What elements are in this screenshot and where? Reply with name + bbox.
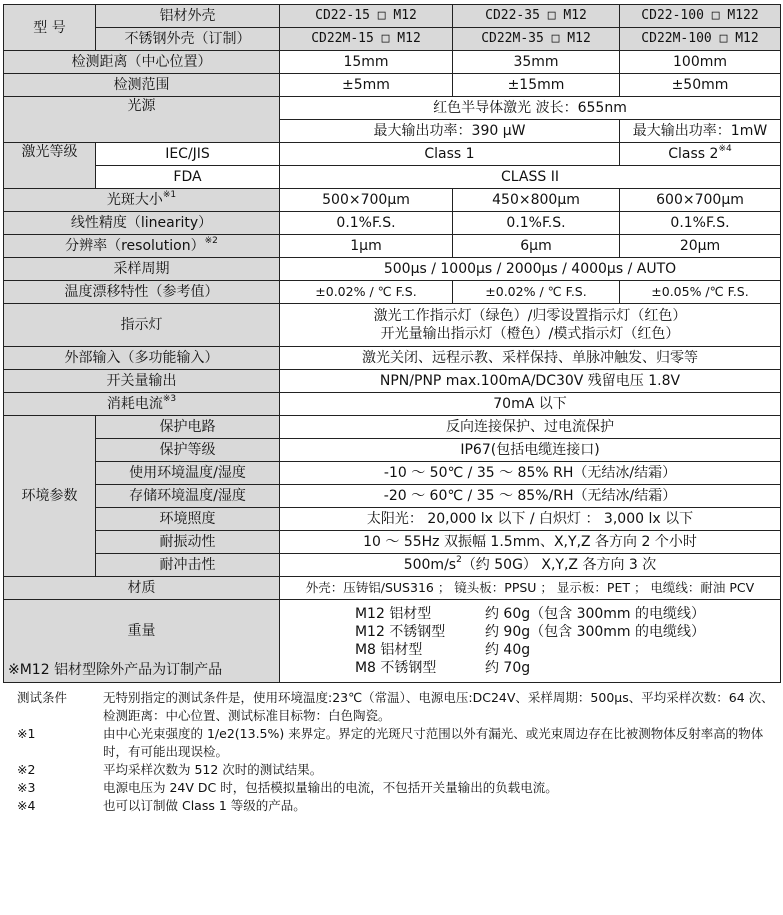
current-label: 消耗电流 <box>106 396 163 412</box>
note-text: 平均采样次数为 512 次时的测试结果。 <box>103 762 323 777</box>
weight-type: M12 铝材型 <box>354 606 432 622</box>
distance-100: 100mm <box>620 51 781 74</box>
light-label: 光源 <box>4 97 280 143</box>
steel-label: 不锈钢外壳（订制） <box>96 28 280 51</box>
env-item-label: 使用环境温度/湿度 <box>96 462 280 485</box>
current-value: 70mA 以下 <box>280 393 781 416</box>
env-item-value <box>280 554 781 577</box>
env-item-value: -10 ～ 50℃ / 35 ～ 85% RH（无结冰/结霜） <box>280 462 781 485</box>
env-item-value: 反向连接保护、过电流保护 <box>280 416 781 439</box>
weight-value: 约 90g（包含 300mm 的电缆线） <box>484 624 706 640</box>
weight-label-cell <box>4 600 280 683</box>
linearity-100: 0.1%F.S. <box>620 212 781 235</box>
linearity-label: 线性精度（linearity） <box>4 212 280 235</box>
power-b: 最大输出功率：1mW <box>620 120 781 143</box>
note-key: ※2 <box>17 762 36 777</box>
spot-100: 600×700μm <box>620 189 781 212</box>
note-item <box>3 689 780 725</box>
fda-label: FDA <box>96 166 280 189</box>
sampling-label: 采样周期 <box>4 258 280 281</box>
temp-drift-label: 温度漂移特性（参考值） <box>4 281 280 304</box>
range-35: ±15mm <box>453 74 620 97</box>
switch-out-value: NPN/PNP max.100mA/DC30V 残留电压 1.8V <box>280 370 781 393</box>
note-item <box>3 761 780 779</box>
iec-label: IEC/JIS <box>96 143 280 166</box>
weight-value: 约 60g（包含 300mm 的电缆线） <box>484 606 706 622</box>
weight-value: 约 70g <box>484 660 531 676</box>
iec-class-b <box>620 143 781 166</box>
aluminum-label: 铝材外壳 <box>96 5 280 28</box>
shock-value-sup: 2 <box>456 555 462 565</box>
note-item <box>3 797 780 815</box>
indicator-label: 指示灯 <box>4 304 280 347</box>
model-al-15: CD22-15 □ M12 <box>280 5 453 28</box>
resolution-35: 6μm <box>453 235 620 258</box>
weight-values <box>280 600 781 683</box>
weight-type: M8 不锈钢型 <box>354 660 437 676</box>
linearity-15: 0.1%F.S. <box>280 212 453 235</box>
spot-35: 450×800μm <box>453 189 620 212</box>
fda-value: CLASS II <box>280 166 781 189</box>
indicator-line1: 激光工作指示灯（绿色）/归零设置指示灯（红色） <box>373 308 687 324</box>
model-al-35: CD22-35 □ M12 <box>453 5 620 28</box>
switch-out-label: 开关量输出 <box>4 370 280 393</box>
weight-value: 约 40g <box>484 642 531 658</box>
weight-item <box>355 641 705 659</box>
note1-mark: ※1 <box>162 190 177 200</box>
note-key: ※4 <box>17 798 36 813</box>
current-label-cell <box>4 393 280 416</box>
resolution-100: 20μm <box>620 235 781 258</box>
weight-footnote: ※M12 铝材型除外产品为订制产品 <box>8 662 223 678</box>
env-item-value: 10 ～ 55Hz 双振幅 1.5mm、X,Y,Z 各方向 2 个小时 <box>280 531 781 554</box>
weight-item <box>355 623 705 641</box>
weight-item <box>355 659 705 677</box>
env-item-value: IP67(包括电缆连接口) <box>280 439 781 462</box>
model-st-15: CD22M-15 □ M12 <box>280 28 453 51</box>
note-text: 无特别指定的测试条件是，使用环境温度:23℃（常温）、电源电压:DC24V、采样周期：500μs、平均采样次数：64 次、检测距离：中心位置、测试标准目标物：白色陶瓷。 <box>103 690 774 723</box>
sampling-value: 500μs / 1000μs / 2000μs / 4000μs / AUTO <box>280 258 781 281</box>
weight-type: M8 铝材型 <box>354 642 423 658</box>
spot-15: 500×700μm <box>280 189 453 212</box>
weight-item <box>355 605 705 623</box>
iec-class-a: Class 1 <box>280 143 620 166</box>
env-item-value: -20 ～ 60℃ / 35 ～ 85%/RH（无结冰/结霜） <box>280 485 781 508</box>
resolution-15: 1μm <box>280 235 453 258</box>
spec-table <box>3 4 781 683</box>
env-item-label: 存储环境温度/湿度 <box>96 485 280 508</box>
shock-value-pre: 500m/s <box>403 557 457 573</box>
weight-label: 重量 <box>127 623 156 639</box>
model-st-35: CD22M-35 □ M12 <box>453 28 620 51</box>
resolution-label-cell <box>4 235 280 258</box>
linearity-35: 0.1%F.S. <box>453 212 620 235</box>
resolution-label: 分辨率（resolution） <box>65 238 205 254</box>
note-text: 由中心光束强度的 1/e2(13.5%) 来界定。界定的光斑尺寸范围以外有漏光、或光束周边存在比被测物体反射率高的物体时，有可能出现误检。 <box>103 726 764 759</box>
env-item-label: 耐冲击性 <box>96 554 280 577</box>
power-a: 最大输出功率：390 μW <box>280 120 620 143</box>
env-item-label: 保护等级 <box>96 439 280 462</box>
env-item-label: 环境照度 <box>96 508 280 531</box>
model-st-100: CD22M-100 □ M12 <box>620 28 781 51</box>
temp-drift-35: ±0.02% / ℃ F.S. <box>453 281 620 304</box>
indicator-value <box>280 304 781 347</box>
spot-label-cell <box>4 189 280 212</box>
env-item-label: 保护电路 <box>96 416 280 439</box>
model-al-100: CD22-100 □ M122 <box>620 5 781 28</box>
range-100: ±50mm <box>620 74 781 97</box>
material-value: 外壳：压铸铝/SUS316 ； 镜头板：PPSU ； 显示板：PET ； 电缆线：耐油 PCV <box>280 577 781 600</box>
indicator-line2: 开光量输出指示灯（橙色）/模式指示灯（红色） <box>380 326 680 342</box>
note-item <box>3 725 780 761</box>
spot-label: 光斑大小 <box>106 192 163 208</box>
note-item <box>3 779 780 797</box>
material-label: 材质 <box>4 577 280 600</box>
distance-35: 35mm <box>453 51 620 74</box>
weight-type: M12 不锈钢型 <box>354 624 446 640</box>
light-source: 红色半导体激光 波长：655nm <box>280 97 781 120</box>
shock-value-post: （约 50G） X,Y,Z 各方向 3 次 <box>461 557 657 573</box>
distance-15: 15mm <box>280 51 453 74</box>
note-key: ※1 <box>17 726 36 741</box>
note-text: 也可以订制做 Class 1 等级的产品。 <box>103 798 306 813</box>
distance-label: 检测距离（中心位置） <box>4 51 280 74</box>
note2-mark: ※2 <box>204 236 218 246</box>
range-15: ±5mm <box>280 74 453 97</box>
note-text: 电源电压为 24V DC 时，包括模拟量输出的电流，不包括开关量输出的负载电流。 <box>103 780 558 795</box>
temp-drift-100: ±0.05% /℃ F.S. <box>620 281 781 304</box>
ext-input-label: 外部输入（多功能输入） <box>4 347 280 370</box>
model-label: 型 号 <box>4 5 96 51</box>
weight-list <box>355 605 705 677</box>
ext-input-value: 激光关闭、远程示教、采样保持、单脉冲触发、归零等 <box>280 347 781 370</box>
note4-mark: ※4 <box>718 144 732 154</box>
note-key: 测试条件 <box>17 690 68 705</box>
note-key: ※3 <box>17 780 36 795</box>
laser-label: 激光等级 <box>4 143 96 189</box>
footnotes <box>3 689 780 815</box>
note3-mark: ※3 <box>162 394 177 404</box>
env-item-value: 太阳光： 20,000 lx 以下 / 白炽灯 ： 3,000 lx 以下 <box>280 508 781 531</box>
temp-drift-15: ±0.02% / ℃ F.S. <box>280 281 453 304</box>
range-label: 检测范围 <box>4 74 280 97</box>
iec-class-b-text: Class 2 <box>668 146 719 162</box>
env-item-label: 耐振动性 <box>96 531 280 554</box>
env-label: 环境参数 <box>4 416 96 577</box>
